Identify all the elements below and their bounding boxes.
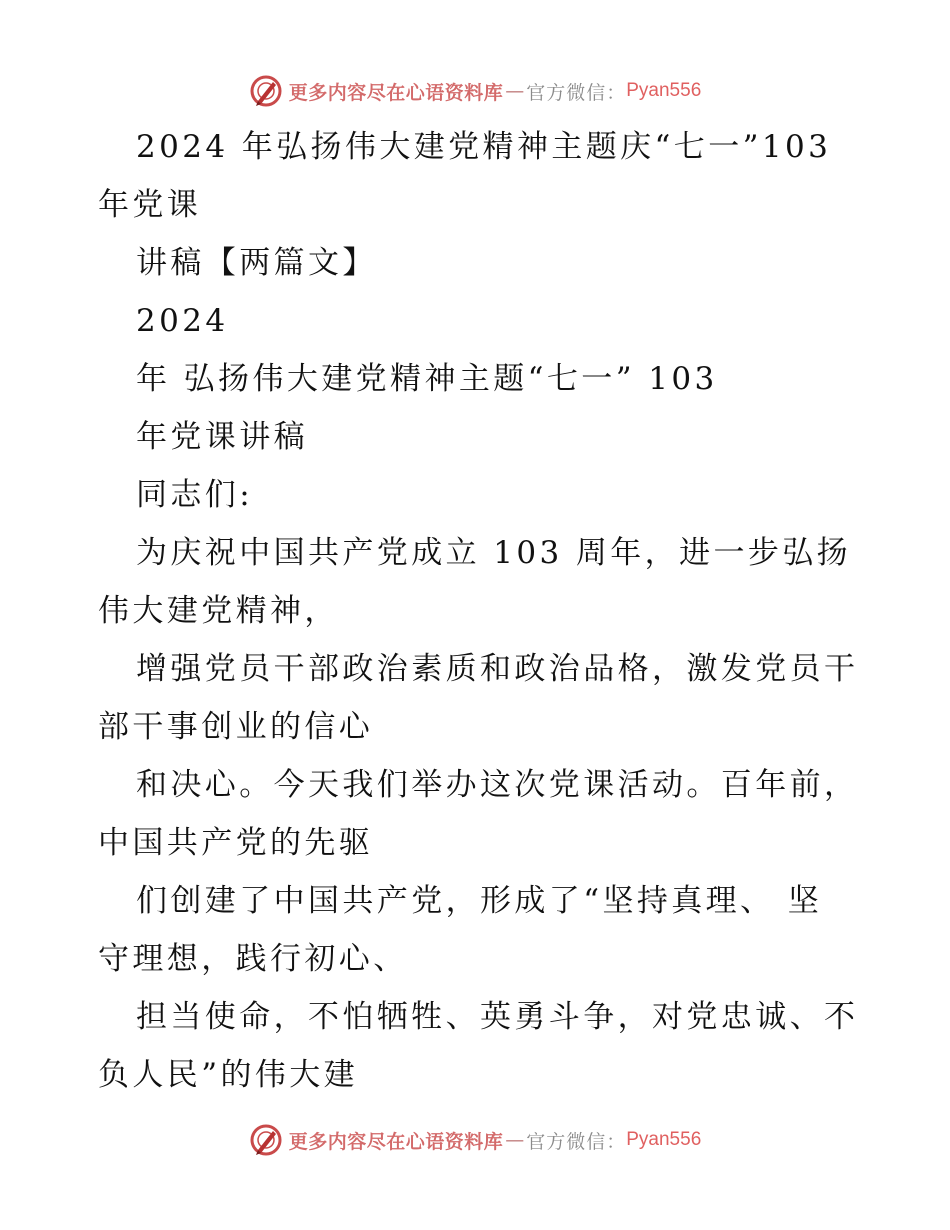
pen-logo-icon: [249, 1123, 283, 1157]
text-line: 伟大建党精神，: [98, 593, 339, 629]
watermark-dash: —: [505, 1129, 525, 1151]
text-line: 年党课: [98, 187, 202, 223]
text-line: 年 弘扬伟大建党精神主题“七一” 103: [136, 361, 718, 397]
text-line: 同志们:: [136, 477, 254, 513]
watermark-site-text: 更多内容尽在心语资料库: [288, 81, 504, 104]
watermark-dash: —: [505, 80, 525, 102]
text-line: 2024 年弘扬伟大建党精神主题庆“七一”103: [136, 129, 832, 165]
text-line: 年党课讲稿: [136, 419, 308, 455]
watermark-wechat-id: Pyan556: [626, 1129, 702, 1150]
text-line: 负人民”的伟大建: [98, 1057, 359, 1093]
watermark-wechat-id: Pyan556: [626, 80, 702, 101]
header-watermark: [0, 71, 950, 111]
watermark-wechat-label: 官方微信：: [526, 81, 627, 104]
text-line: 2024: [136, 303, 229, 339]
text-line: 为庆祝中国共产党成立 103 周年，进一步弘扬: [136, 535, 852, 571]
text-line: 担当使命，不怕牺牲、英勇斗争，对党忠诚、不: [136, 999, 859, 1035]
footer-watermark: [0, 1120, 950, 1160]
watermark-site-text: 更多内容尽在心语资料库: [288, 1130, 504, 1153]
watermark-wechat-label: 官方微信：: [526, 1130, 627, 1153]
text-line: 部干事创业的信心: [98, 709, 374, 745]
text-line: 们创建了中国共产党，形成了“坚持真理、 坚: [136, 883, 823, 919]
pen-logo-icon: [249, 74, 283, 108]
text-line: 守理想，践行初心、: [98, 941, 408, 977]
text-line: 中国共产党的先驱: [98, 825, 374, 861]
document-body: [98, 118, 858, 1104]
text-line: 和决心。今天我们举办这次党课活动。百年前，: [136, 767, 859, 803]
text-line: 增强党员干部政治素质和政治品格，激发党员干: [136, 651, 859, 687]
text-line: 讲稿【两篇文】: [136, 245, 377, 281]
